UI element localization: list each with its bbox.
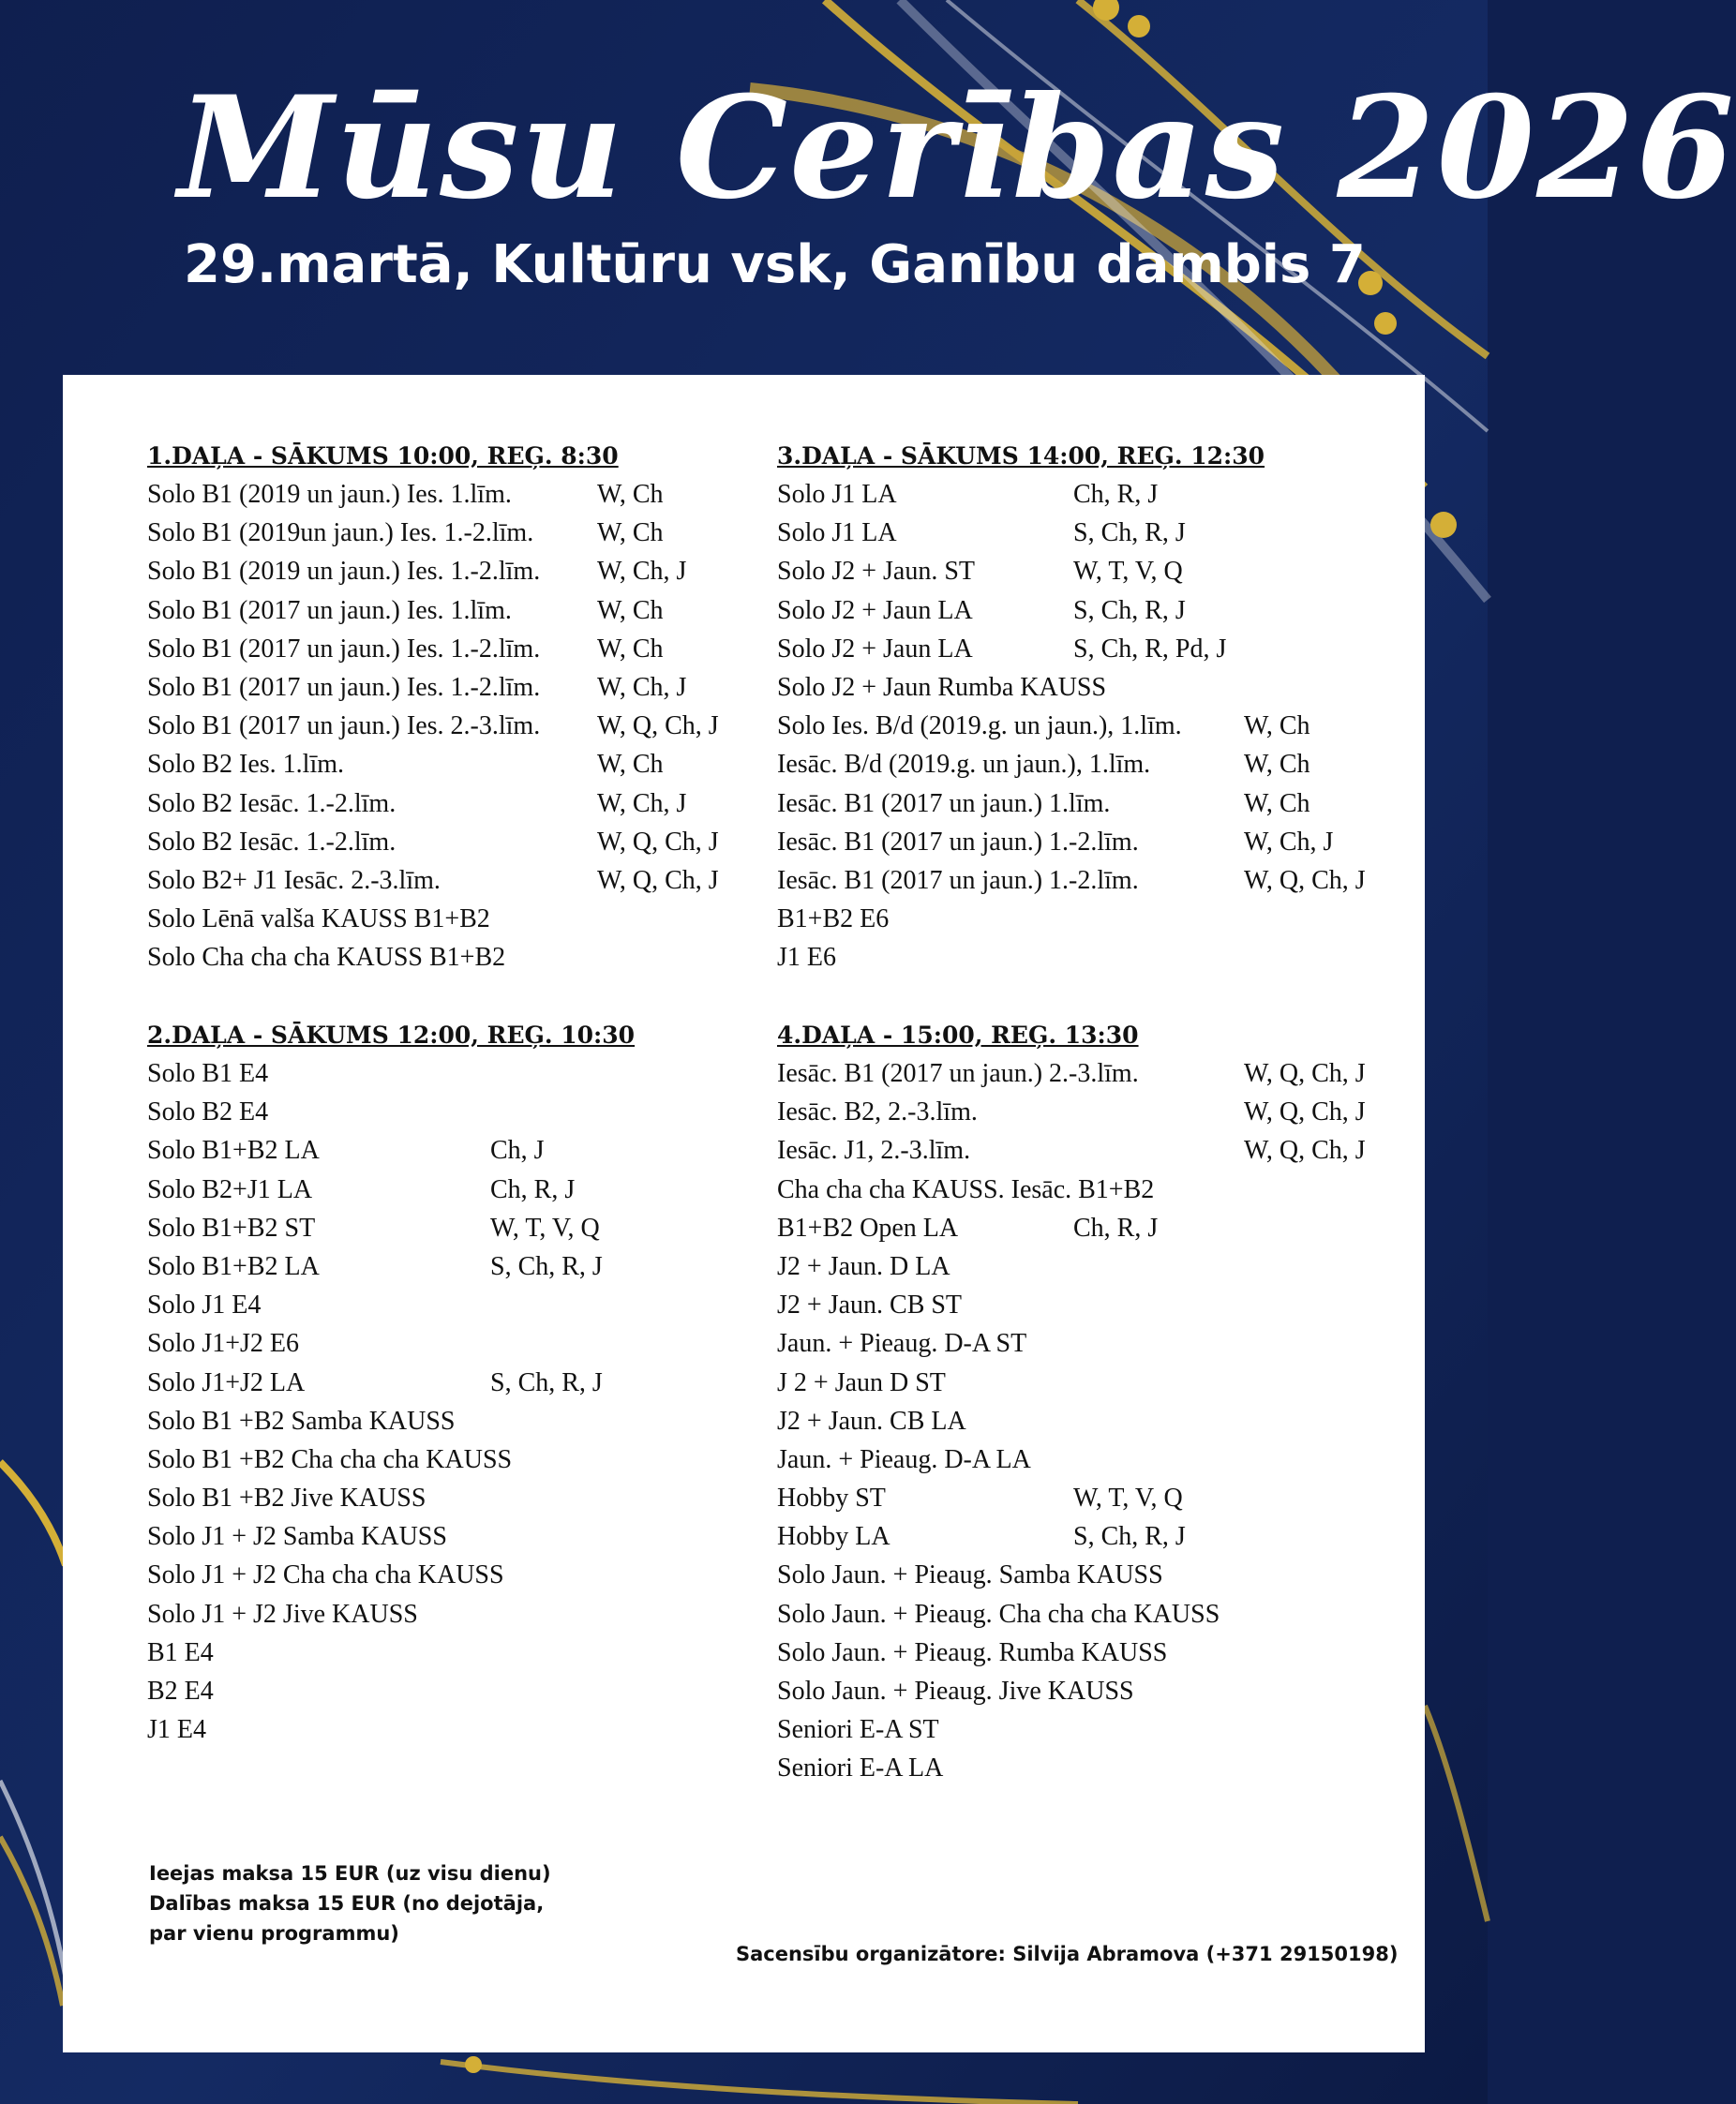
dances: W, Q, Ch, J [1244, 1097, 1366, 1127]
category-name: Jaun. + Pieaug. D-A LA [777, 1444, 1031, 1474]
dances: W, T, V, Q [1073, 1484, 1183, 1514]
category-name: Solo Cha cha cha KAUSS B1+B2 [147, 943, 506, 973]
dances: Ch, R, J [1073, 480, 1159, 509]
schedule-row [147, 707, 719, 745]
dances: S, Ch, R, J [490, 1367, 603, 1397]
dances: W, Q, Ch, J [1244, 865, 1366, 895]
category-name: Solo Jaun. + Pieaug. Samba KAUSS [777, 1560, 1163, 1590]
category-name: Solo B1 E4 [147, 1059, 269, 1088]
schedule-row [147, 1672, 635, 1710]
category-name: Solo B2 Iesāc. 1.-2.līm. [147, 827, 397, 857]
schedule-row [147, 1324, 635, 1363]
dances: S, Ch, R, J [1073, 518, 1186, 548]
schedule-row [777, 1131, 1366, 1170]
category-name: Solo B2+ J1 Iesāc. 2.-3.līm. [147, 865, 441, 895]
category-name: Iesāc. B1 (2017 un jaun.) 1.-2.līm. [777, 865, 1139, 895]
dances: W, T, V, Q [490, 1213, 600, 1243]
dances: W, Ch, J [597, 672, 687, 702]
category-name: Solo B1+B2 LA [147, 1251, 320, 1281]
category-name: Solo J1 + J2 Cha cha cha KAUSS [147, 1560, 504, 1590]
schedule-row [147, 861, 719, 900]
schedule-row [147, 475, 664, 514]
category-name: Solo B1+B2 LA [147, 1136, 320, 1166]
schedule-row [777, 1171, 1155, 1209]
schedule-row [147, 1054, 635, 1093]
category-name: J1 E4 [147, 1715, 206, 1745]
category-name: J 2 + Jaun D ST [777, 1367, 946, 1397]
participation-fee: Dalības maksa 15 EUR (no dejotāja, [149, 1892, 545, 1915]
category-name: Solo J1+J2 LA [147, 1367, 306, 1397]
schedule-row [777, 1247, 1139, 1286]
organizer-contact: Sacensību organizātore: Silvija Abramova (+371 29150198) [736, 1943, 1399, 1965]
category-name: Solo B1 (2019 un jaun.) Ies. 1.-2.līm. [147, 557, 541, 587]
category-name: Solo B2+J1 LA [147, 1174, 313, 1204]
dances: W, Ch [1244, 750, 1310, 780]
schedule-row [147, 591, 664, 630]
event-date-venue: 29.martā, Kultūru vsk, Ganību dambis 7 [184, 234, 1366, 295]
section-part-1 [147, 437, 719, 977]
schedule-row [777, 1710, 1139, 1749]
schedule-row [777, 1402, 1139, 1440]
page-title: Mūsu Cerības 2026 [178, 66, 1736, 231]
schedule-row [147, 630, 664, 668]
schedule-row [147, 1131, 635, 1170]
schedule-row [147, 1479, 635, 1517]
dances: Ch, J [490, 1136, 545, 1166]
schedule-row [777, 1556, 1163, 1594]
section-heading: 4.DAĻA - 15:00, REĢ. 13:30 [777, 1022, 1139, 1049]
category-name: Solo J1 LA [777, 518, 897, 548]
schedule-row [777, 900, 1265, 938]
schedule-row [777, 823, 1334, 861]
category-name: Solo B1 (2017 un jaun.) Ies. 1.-2.līm. [147, 672, 541, 702]
schedule-row [147, 552, 687, 590]
schedule-row [147, 1247, 635, 1286]
category-name: Solo Ies. B/d (2019.g. un jaun.), 1.līm. [777, 711, 1182, 741]
section-part-3 [777, 437, 1366, 977]
schedule-row [777, 552, 1265, 590]
schedule-row [777, 475, 1265, 514]
schedule-row [147, 823, 719, 861]
category-name: Hobby LA [777, 1522, 890, 1552]
category-name: J2 + Jaun. CB LA [777, 1406, 966, 1436]
section-part-4 [777, 1016, 1366, 1788]
schedule-row [147, 668, 687, 707]
schedule-row [147, 1634, 635, 1672]
dances: W, Q, Ch, J [1244, 1059, 1366, 1088]
category-name: Solo B1+B2 ST [147, 1213, 316, 1243]
dances: W, Ch [597, 634, 664, 664]
category-name: Iesāc. B1 (2017 un jaun.) 2.-3.līm. [777, 1059, 1139, 1088]
category-name: Solo Jaun. + Pieaug. Cha cha cha KAUSS [777, 1599, 1220, 1629]
schedule-row [777, 745, 1310, 783]
section-part-2 [147, 1016, 635, 1749]
category-name: Jaun. + Pieaug. D-A ST [777, 1329, 1027, 1359]
category-name: Seniori E-A ST [777, 1715, 939, 1745]
schedule-row [777, 1209, 1159, 1247]
fee-info [149, 1858, 551, 1948]
schedule-row [777, 1634, 1168, 1672]
schedule-row [777, 1324, 1139, 1363]
category-name: Seniori E-A LA [777, 1753, 944, 1783]
category-name: Solo Jaun. + Pieaug. Rumba KAUSS [777, 1637, 1168, 1667]
schedule-row [147, 745, 664, 783]
schedule-row [777, 1440, 1139, 1479]
category-name: Cha cha cha KAUSS. Iesāc. B1+B2 [777, 1174, 1155, 1204]
category-name: Solo B1 +B2 Samba KAUSS [147, 1406, 456, 1436]
schedule-row [147, 784, 687, 823]
category-name: Solo B2 E4 [147, 1097, 269, 1127]
category-name: B1+B2 E6 [777, 904, 890, 934]
category-name: Solo B1 +B2 Jive KAUSS [147, 1484, 427, 1514]
schedule-row [777, 1054, 1366, 1093]
dances: W, Q, Ch, J [597, 711, 719, 741]
schedule-row [147, 514, 664, 552]
schedule-row [777, 630, 1265, 668]
schedule-row [777, 668, 1265, 707]
schedule-row [777, 1093, 1366, 1131]
schedule-row [147, 1517, 635, 1556]
section-heading: 3.DAĻA - SĀKUMS 14:00, REĢ. 12:30 [777, 442, 1265, 470]
schedule-row [777, 591, 1265, 630]
dances: W, Ch [597, 750, 664, 780]
schedule-row [147, 1286, 635, 1324]
schedule-row [147, 1710, 635, 1749]
category-name: B1 E4 [147, 1637, 214, 1667]
category-name: Solo J1 LA [777, 480, 897, 509]
schedule-row [777, 784, 1310, 823]
category-name: J2 + Jaun. CB ST [777, 1291, 963, 1321]
dances: W, Ch, J [1244, 827, 1334, 857]
schedule-row [147, 1556, 635, 1594]
category-name: Iesāc. B1 (2017 un jaun.) 1.līm. [777, 788, 1111, 818]
participation-fee-note: par vienu programmu) [149, 1922, 399, 1945]
dances: W, T, V, Q [1073, 557, 1183, 587]
schedule-row [147, 1364, 635, 1402]
schedule-row [147, 1093, 635, 1131]
category-name: Solo J1 + J2 Samba KAUSS [147, 1522, 447, 1552]
category-name: J1 E6 [777, 943, 836, 973]
dances: W, Q, Ch, J [597, 827, 719, 857]
category-name: Solo J1 E4 [147, 1291, 262, 1321]
category-name: Solo B2 Iesāc. 1.-2.līm. [147, 788, 397, 818]
schedule-row [147, 900, 619, 938]
schedule-row [777, 514, 1265, 552]
dances: W, Ch, J [597, 788, 687, 818]
dances: S, Ch, R, Pd, J [1073, 634, 1227, 664]
category-name: Solo Lēnā valša KAUSS B1+B2 [147, 904, 490, 934]
dances: W, Ch [1244, 788, 1310, 818]
category-name: B2 E4 [147, 1677, 214, 1706]
category-name: Solo B1 +B2 Cha cha cha KAUSS [147, 1444, 513, 1474]
schedule-row [147, 938, 619, 977]
dances: W, Ch [597, 480, 664, 509]
dances: W, Ch [1244, 711, 1310, 741]
schedule-row [777, 1479, 1183, 1517]
schedule-row [147, 1402, 635, 1440]
category-name: Solo Jaun. + Pieaug. Jive KAUSS [777, 1677, 1134, 1706]
dances: Ch, R, J [1073, 1213, 1159, 1243]
entry-fee: Ieejas maksa 15 EUR (uz visu dienu) [149, 1862, 551, 1885]
category-name: Solo J1+J2 E6 [147, 1329, 300, 1359]
dances: S, Ch, R, J [490, 1251, 603, 1281]
dances: W, Ch [597, 595, 664, 625]
schedule-row [777, 1595, 1220, 1634]
category-name: Iesāc. B/d (2019.g. un jaun.), 1.līm. [777, 750, 1151, 780]
schedule-row [777, 938, 1265, 977]
schedule-row [777, 1364, 1139, 1402]
schedule-row [777, 861, 1366, 900]
schedule-row [147, 1595, 635, 1634]
category-name: Iesāc. B2, 2.-3.līm. [777, 1097, 978, 1127]
category-name: Solo B1 (2017 un jaun.) Ies. 1.līm. [147, 595, 512, 625]
schedule-row [777, 1517, 1186, 1556]
category-name: Solo B1 (2017 un jaun.) Ies. 2.-3.līm. [147, 711, 541, 741]
schedule-row [777, 707, 1310, 745]
dances: S, Ch, R, J [1073, 1522, 1186, 1552]
schedule-row [147, 1209, 635, 1247]
schedule-panel [63, 375, 1425, 2052]
category-name: Solo J2 + Jaun LA [777, 634, 973, 664]
category-name: Iesāc. B1 (2017 un jaun.) 1.-2.līm. [777, 827, 1139, 857]
category-name: Solo B1 (2019un jaun.) Ies. 1.-2.līm. [147, 518, 534, 548]
dances: W, Ch, J [597, 557, 687, 587]
category-name: Solo J1 + J2 Jive KAUSS [147, 1599, 418, 1629]
schedule-row [777, 1286, 1139, 1324]
category-name: Solo J2 + Jaun LA [777, 595, 973, 625]
dances: W, Ch [597, 518, 664, 548]
section-heading: 2.DAĻA - SĀKUMS 12:00, REĢ. 10:30 [147, 1022, 636, 1049]
category-name: Solo B1 (2019 un jaun.) Ies. 1.līm. [147, 480, 512, 509]
category-name: Solo B2 Ies. 1.līm. [147, 750, 345, 780]
category-name: Solo J2 + Jaun Rumba KAUSS [777, 672, 1107, 702]
schedule-row [777, 1672, 1139, 1710]
category-name: Iesāc. J1, 2.-3.līm. [777, 1136, 971, 1166]
category-name: Hobby ST [777, 1484, 886, 1514]
category-name: Solo B1 (2017 un jaun.) Ies. 1.-2.līm. [147, 634, 541, 664]
section-heading: 1.DAĻA - SĀKUMS 10:00, REĢ. 8:30 [147, 442, 619, 470]
dances: W, Q, Ch, J [1244, 1136, 1366, 1166]
dances: Ch, R, J [490, 1174, 576, 1204]
category-name: B1+B2 Open LA [777, 1213, 959, 1243]
dances: S, Ch, R, J [1073, 595, 1186, 625]
category-name: J2 + Jaun. D LA [777, 1251, 950, 1281]
schedule-row [147, 1171, 635, 1209]
dances: W, Q, Ch, J [597, 865, 719, 895]
schedule-row [777, 1749, 1139, 1787]
schedule-row [147, 1440, 635, 1479]
category-name: Solo J2 + Jaun. ST [777, 557, 976, 587]
